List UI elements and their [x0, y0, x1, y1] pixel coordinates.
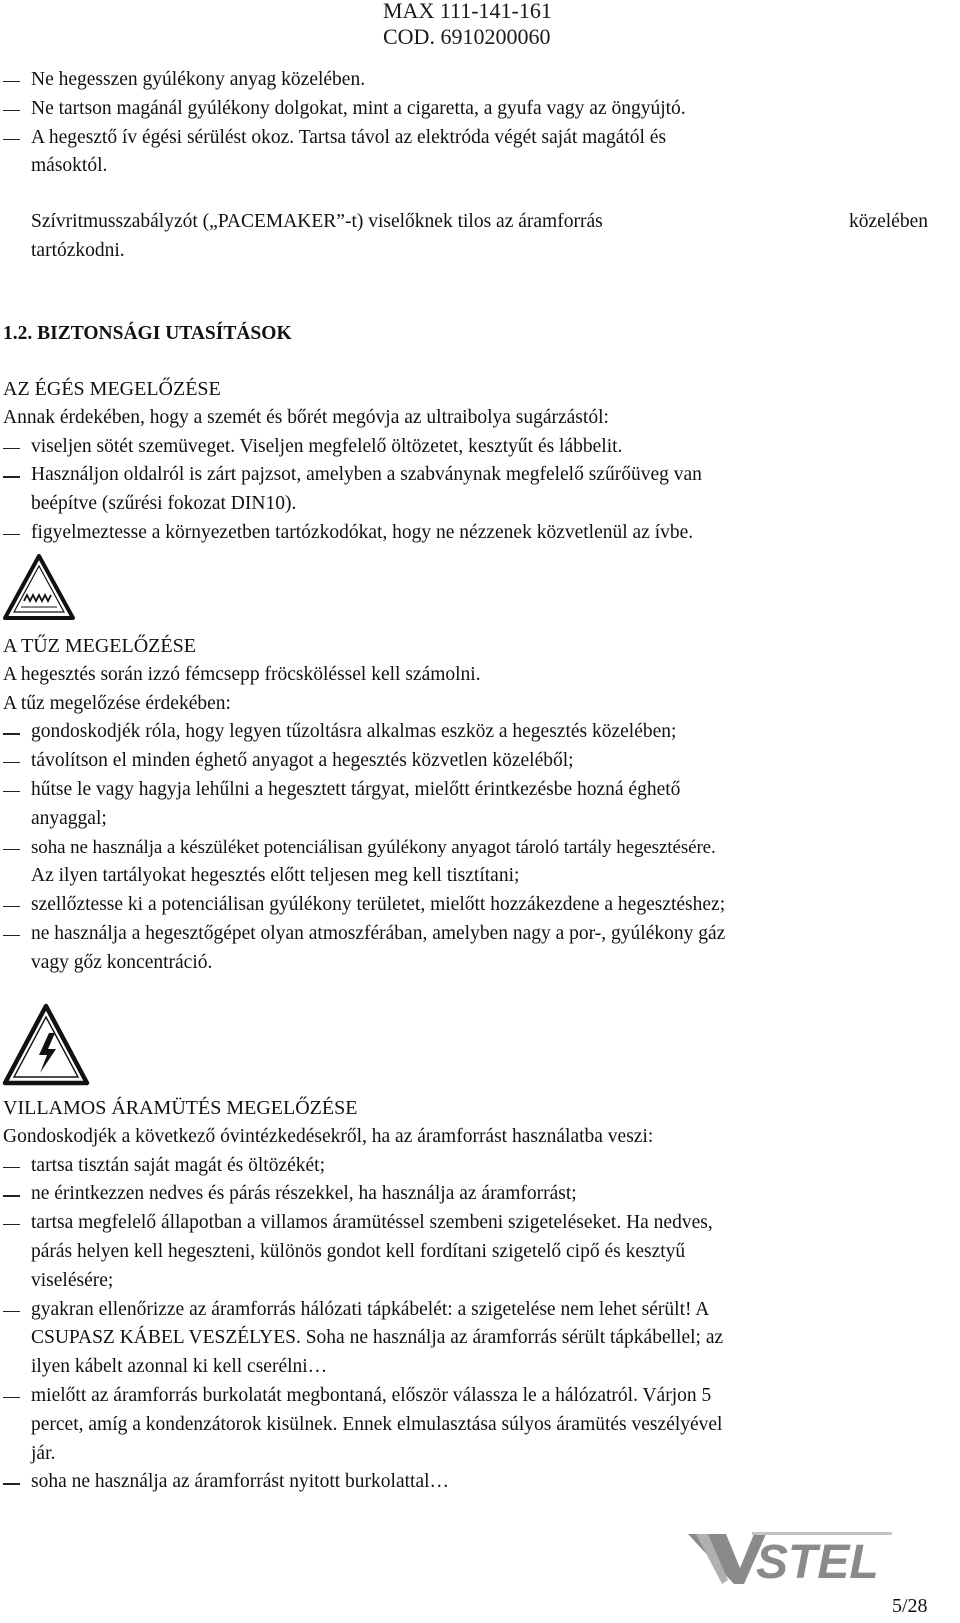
electric-shock-warning-icon	[2, 1003, 90, 1087]
fire-title: A TŰZ MEGELŐZÉSE	[3, 635, 196, 657]
list-item-continuation: percet, amíg a kondenzátorok kisülnek. Ennek elmulasztása súlyos áramütés veszélyével	[31, 1413, 723, 1435]
intro-warnings	[3, 66, 938, 181]
list-item: tartsa tisztán saját magát és öltözékét;	[3, 1152, 938, 1181]
section-title: 1.2. BIZTONSÁGI UTASÍTÁSOK	[3, 323, 292, 344]
page-header	[383, 0, 552, 50]
shock-lead: Gondoskodjék a következő óvintézkedésekről, ha az áramforrást használatba veszi:	[3, 1125, 654, 1147]
list-item: Használjon oldalról is zárt pajzsot, amelyben a szabványnak megfelelő szűrőüveg van	[3, 461, 938, 490]
list-item: ne használja a hegesztőgépet olyan atmoszférában, amelyben nagy a por-, gyúlékony gáz	[3, 920, 938, 949]
list-item-continuation: beépítve (szűrési fokozat DIN10).	[31, 493, 297, 515]
list-item: Ne hegesszen gyúlékony anyag közelében.	[3, 66, 938, 95]
list-item-continuation: viselésére;	[31, 1269, 114, 1291]
list-item: szellőztesse ki a potenciálisan gyúlékony területet, mielőtt hozzákezdene a hegesztéshez;	[3, 891, 938, 920]
burn-lead: Annak érdekében, hogy a szemét és bőrét megóvja az ultraibolya sugárzástól:	[3, 406, 609, 428]
fire-section	[3, 632, 938, 978]
list-item: figyelmeztesse a környezetben tartózkodókat, hogy ne nézzenek közvetlenül az ívbe.	[3, 519, 938, 548]
list-item-continuation: másoktól.	[31, 155, 108, 177]
list-item-continuation: vagy gőz koncentráció.	[31, 951, 213, 973]
list-item-continuation: párás helyen kell hegeszteni, különös gondot kell fordítani szigetelő cipő és kesztyű	[31, 1240, 686, 1262]
shock-section	[3, 1094, 938, 1497]
fire-lead-2: A tűz megelőzése érdekében:	[3, 692, 231, 714]
fire-lead: A hegesztés során izzó fémcsepp fröcsköléssel kell számolni.	[3, 663, 481, 685]
list-item: ne érintkezzen nedves és párás részekkel, ha használja az áramforrást;	[3, 1180, 938, 1209]
page-number: 5/28	[892, 1595, 928, 1617]
pacemaker-warning	[3, 208, 938, 266]
burn-section	[3, 375, 938, 548]
list-item: viseljen sötét szemüveget. Viseljen megfelelő öltözetet, kesztyűt és lábbelit.	[3, 433, 938, 462]
model-number: MAX 111-141-161	[383, 0, 552, 23]
list-item: gondoskodjék róla, hogy legyen tűzoltásra alkalmas eszköz a hegesztés közelében;	[3, 718, 938, 747]
list-item: Ne tartson magánál gyúlékony dolgokat, mint a cigaretta, a gyufa vagy az öngyújtó.	[3, 95, 938, 124]
list-item: soha ne használja a készüléket potenciálisan gyúlékony anyagot tároló tartály hegesztésére.	[3, 834, 938, 863]
list-item: A hegesztő ív égési sérülést okoz. Tartsa távol az elektróda végét saját magától és	[3, 124, 938, 153]
list-item: soha ne használja az áramforrást nyitott burkolattal…	[3, 1468, 938, 1497]
list-item-continuation: Az ilyen tartályokat hegesztés előtt teljesen meg kell tisztítani;	[31, 865, 520, 887]
stel-logo	[682, 1528, 894, 1588]
list-item: távolítson el minden éghető anyagot a hegesztés közvetlen közeléből;	[3, 747, 938, 776]
pacemaker-text-cont: tartózkodni.	[31, 239, 125, 261]
shock-title: VILLAMOS ÁRAMÜTÉS MEGELŐZÉSE	[3, 1097, 358, 1119]
list-item-continuation: jár.	[31, 1442, 56, 1464]
list-item: tartsa megfelelő állapotban a villamos áramütéssel szembeni szigeteléseket. Ha nedves,	[3, 1209, 938, 1238]
radiation-warning-icon	[2, 553, 76, 621]
product-code: COD. 6910200060	[383, 24, 551, 49]
list-item-continuation: CSUPASZ KÁBEL VESZÉLYES. Soha ne használja az áramforrás sérült tápkábellel; az	[31, 1327, 724, 1349]
pacemaker-text-right: közelében	[848, 211, 928, 232]
burn-title: AZ ÉGÉS MEGELŐZÉSE	[3, 378, 221, 400]
list-item: mielőtt az áramforrás burkolatát megbontaná, először válassza le a hálózatról. Várjon 5	[3, 1382, 938, 1411]
list-item-continuation: anyaggal;	[31, 807, 107, 829]
logo-wordmark: STEL	[756, 1536, 879, 1588]
list-item-continuation: ilyen kábelt azonnal ki kell cserélni…	[31, 1356, 328, 1378]
list-item: gyakran ellenőrizze az áramforrás hálózati tápkábelét: a szigetelése nem lehet sérült! A	[3, 1296, 938, 1325]
pacemaker-text: Szívritmusszabályzót („PACEMAKER”-t) viselőknek tilos az áramforrás	[31, 211, 603, 232]
list-item: hűtse le vagy hagyja lehűlni a hegesztett tárgyat, mielőtt érintkezésbe hozná éghető	[3, 776, 938, 805]
